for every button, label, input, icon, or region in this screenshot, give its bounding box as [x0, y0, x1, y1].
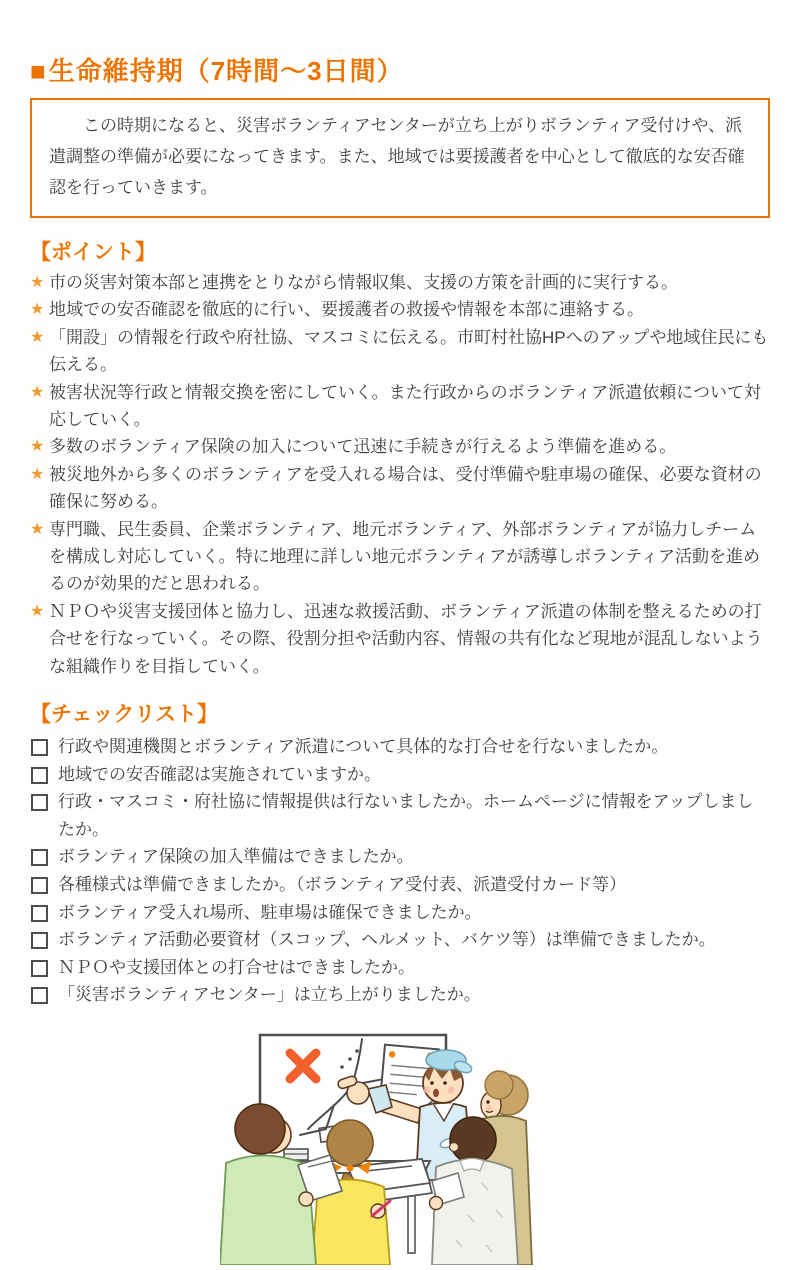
- point-item: [30, 324, 770, 379]
- checklist-text: ボランティア活動必要資材（スコップ、ヘルメット、バケツ等）は準備できましたか。: [58, 930, 716, 950]
- checklist-text: ＮＰＯや支援団体との打合せはできましたか。: [58, 957, 415, 977]
- checkbox-icon: [31, 905, 48, 922]
- point-item: [30, 296, 770, 323]
- checklist-text: 行政・マスコミ・府社協に情報提供は行ないましたか。ホームページに情報をアップしましたか。: [58, 792, 754, 839]
- point-text: 多数のボランティア保険の加入について迅速に手続きが行えるよう準備を進める。: [49, 437, 677, 457]
- point-text: 専門職、民生委員、企業ボランティア、地元ボランティア、外部ボランティアが協力しチームを構成し対応していく。特に地理に詳しい地元ボランティアが誘導しボランティア活動を進めるのが効果的だと思われる。: [49, 519, 760, 594]
- section-title: [30, 56, 770, 86]
- point-item: [30, 269, 770, 296]
- checkbox-icon: [31, 932, 48, 949]
- meeting-illustration: [220, 1015, 580, 1270]
- checkbox-icon: [31, 960, 48, 977]
- checklist-item: [30, 926, 770, 954]
- star-bullet-icon: ★: [30, 328, 45, 346]
- checkbox-icon: [31, 987, 48, 1004]
- section-title-text: 生命維持期（7時間～3日間）: [48, 56, 404, 86]
- intro-box: [30, 98, 770, 218]
- checklist-text: ボランティア受入れ場所、駐車場は確保できましたか。: [58, 902, 482, 922]
- checklist-text: 地域での安否確認は実施されていますか。: [58, 764, 381, 784]
- checkbox-icon: [31, 849, 48, 866]
- star-bullet-icon: ★: [30, 383, 45, 401]
- checklist-item: [30, 954, 770, 982]
- star-bullet-icon: ★: [30, 274, 45, 291]
- point-item: [30, 379, 770, 434]
- point-item: [30, 598, 770, 680]
- checklist-item: [30, 899, 770, 927]
- checklist-item: [30, 843, 770, 871]
- checklist-text: 各種様式は準備できましたか。（ボランティア受付表、派遣受付カード等）: [58, 875, 627, 895]
- star-bullet-icon: ★: [30, 438, 45, 456]
- point-text: 被災地外から多くのボランティアを受入れる場合は、受付準備や駐車場の確保、必要な資材の確保に努める。: [49, 464, 762, 512]
- checklist-item: [30, 733, 770, 761]
- point-text: 地域での安否確認を徹底的に行い、要援護者の救援や情報を本部に連絡する。: [49, 300, 644, 320]
- checklist-heading: 【チェックリスト】: [30, 703, 218, 727]
- point-text: 被害状況等行政と情報交換を密にしていく。また行政からのボランティア派遣依頼について対応していく。: [49, 382, 761, 430]
- checklist-item: [30, 871, 770, 899]
- star-bullet-icon: ★: [30, 602, 45, 620]
- points-heading: 【ポイント】: [30, 241, 156, 264]
- checkbox-icon: [31, 739, 48, 756]
- point-item: [30, 461, 770, 516]
- checklist-text: ボランティア保険の加入準備はできましたか。: [58, 847, 414, 867]
- checklist-item: [30, 788, 770, 843]
- checklist-item: [30, 761, 770, 789]
- checkbox-icon: [31, 877, 48, 894]
- square-marker-icon: ■: [30, 56, 47, 86]
- checklist: [30, 733, 770, 1009]
- checklist-item: [30, 981, 770, 1009]
- point-item: [30, 516, 770, 598]
- point-text: ＮＰＯや災害支援団体と協力し、迅速な救援活動、ボランティア派遣の体制を整えるための打合せを行なっていく。その際、役割分担や活動内容、情報の共有化など現地が混乱しないような組織作りを目指していく。: [49, 601, 763, 676]
- checkbox-icon: [31, 794, 48, 811]
- checklist-text: 行政や関連機関とボランティア派遣について具体的な打合せを行ないましたか。: [58, 737, 669, 757]
- star-bullet-icon: ★: [30, 520, 45, 538]
- star-bullet-icon: ★: [30, 465, 45, 483]
- points-list: [30, 269, 770, 680]
- intro-text: この時期になると、災害ボランティアセンターが立ち上がりボランティア受付けや、派遣調整の準備が必要になってきます。また、地域では要援護者を中心として徹底的な安否確認を行っていきます。: [49, 116, 745, 197]
- checkbox-icon: [31, 767, 48, 784]
- point-item: [30, 433, 770, 460]
- point-text: 「開設」の情報を行政や府社協、マスコミに伝える。市町村社協HPへのアップや地域住民にも伝える。: [49, 327, 769, 375]
- star-bullet-icon: ★: [30, 301, 45, 319]
- meeting-illustration-svg: [220, 1015, 580, 1265]
- point-text: 市の災害対策本部と連携をとりながら情報収集、支援の方策を計画的に実行する。: [49, 273, 678, 292]
- checklist-text: 「災害ボランティアセンター」は立ち上がりましたか。: [58, 985, 481, 1005]
